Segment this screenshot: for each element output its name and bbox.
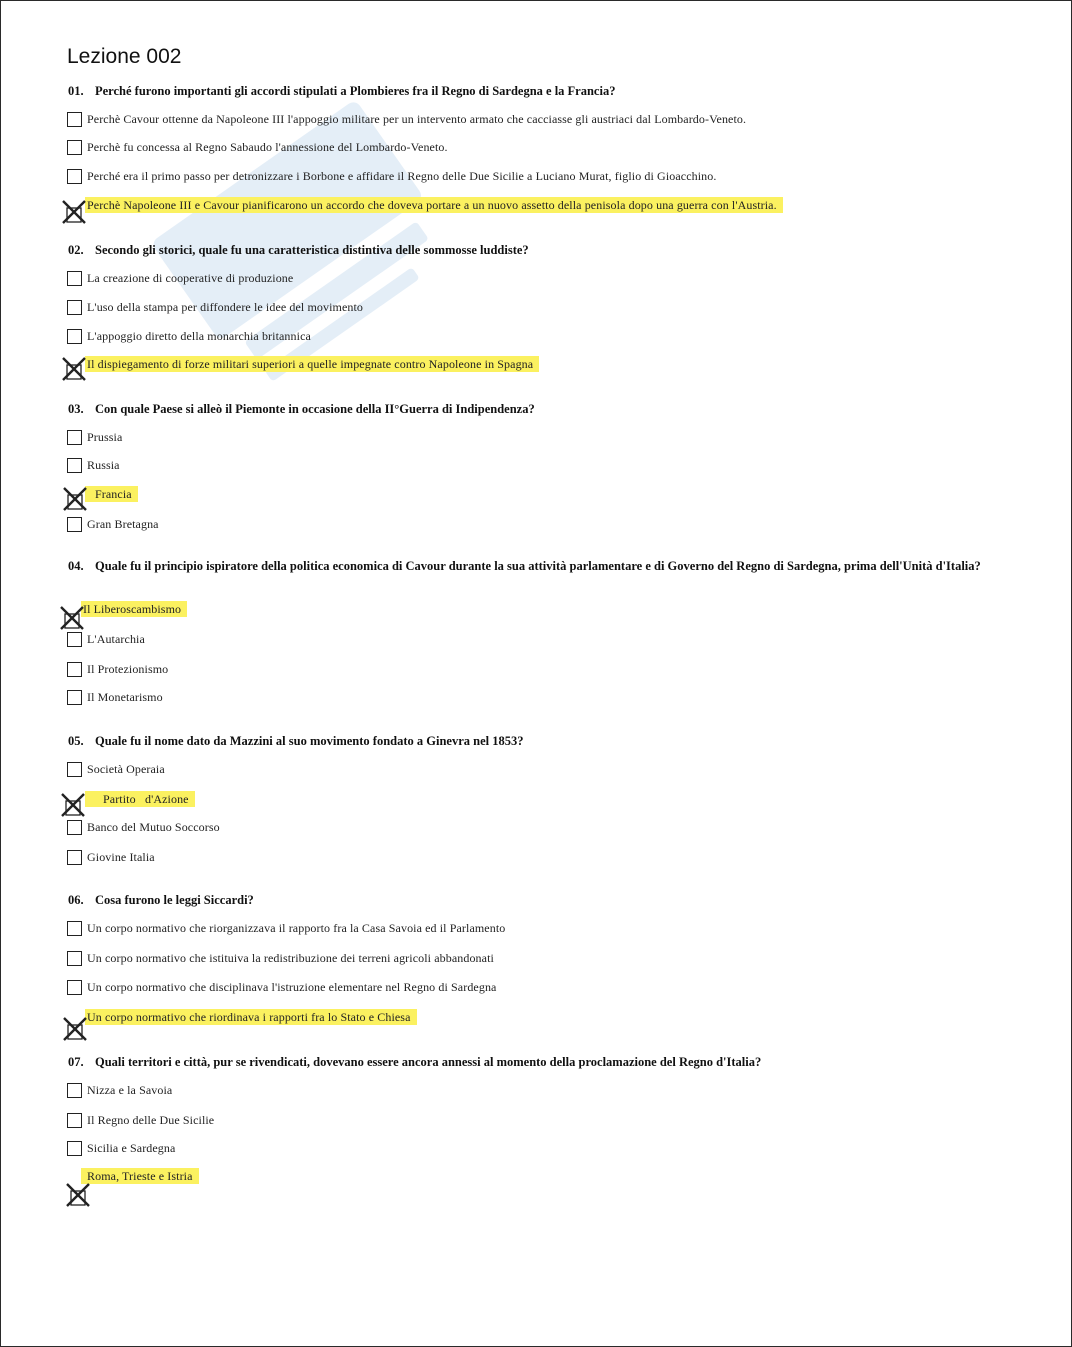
question-3	[68, 401, 1001, 417]
question-text: Quale fu il nome dato da Mazzini al suo movimento fondato a Ginevra nel 1853?	[95, 734, 524, 748]
answer-text: Un corpo normativo che istituiva la redistribuzione dei terreni agricoli abbandonati	[87, 951, 494, 965]
correct-answer-x-mark	[59, 605, 85, 631]
answer-option[interactable]	[67, 849, 155, 865]
question-number: 04.	[68, 559, 84, 573]
answer-checkbox[interactable]	[67, 980, 82, 995]
answer-option[interactable]	[67, 631, 145, 647]
answer-text-highlighted: Partito d'Azione	[85, 791, 195, 807]
answer-text: Gran Bretagna	[87, 517, 159, 531]
answer-checkbox[interactable]	[67, 430, 82, 445]
answer-checkbox[interactable]	[67, 112, 82, 127]
answer-option[interactable]	[67, 661, 168, 677]
answer-checkbox[interactable]	[67, 1083, 82, 1098]
question-text: Quali territori e città, pur se rivendicati, dovevano essere ancora annessi al momento della proclamazione del Regno d'Italia?	[95, 1055, 762, 1069]
question-7	[68, 1054, 1001, 1070]
answer-text: Prussia	[87, 430, 123, 444]
correct-answer-x-mark	[62, 1016, 88, 1042]
answer-option[interactable]	[67, 819, 220, 835]
answer-option-correct[interactable]	[85, 356, 539, 372]
answer-option[interactable]	[67, 457, 120, 473]
answer-text: La creazione di cooperative di produzione	[87, 271, 294, 285]
answer-checkbox[interactable]	[67, 1113, 82, 1128]
answer-option[interactable]	[67, 761, 165, 777]
answer-option-correct[interactable]	[85, 486, 138, 502]
answer-text-highlighted: Roma, Trieste e Istria	[81, 1168, 199, 1184]
answer-option[interactable]	[67, 139, 448, 155]
answer-text: Società Operaia	[87, 762, 165, 776]
answer-checkbox[interactable]	[67, 921, 82, 936]
answer-option[interactable]	[67, 270, 293, 286]
answer-option-correct[interactable]	[85, 197, 783, 213]
answer-text: Russia	[87, 458, 120, 472]
question-text: Con quale Paese si alleò il Piemonte in occasione della II°Guerra di Indipendenza?	[95, 402, 535, 416]
question-number: 07.	[68, 1055, 84, 1069]
answer-checkbox[interactable]	[67, 300, 82, 315]
question-number: 02.	[68, 243, 84, 257]
answer-option[interactable]	[67, 328, 311, 344]
question-text: Secondo gli storici, quale fu una caratteristica distintiva delle sommosse luddiste?	[95, 243, 529, 257]
answer-text: Nizza e la Savoia	[87, 1083, 173, 1097]
answer-text-highlighted: Perchè Napoleone III e Cavour pianificarono un accordo che doveva portare a un nuovo assetto della penisola dopo una guerra con l'Austria.	[85, 197, 783, 213]
answer-text-highlighted: Il Liberoscambismo	[81, 601, 187, 617]
correct-answer-x-mark	[60, 792, 86, 818]
question-text: Perché furono importanti gli accordi stipulati a Plombieres fra il Regno di Sardegna e la Francia?	[95, 84, 616, 98]
answer-checkbox[interactable]	[67, 850, 82, 865]
answer-text-highlighted: Francia	[85, 486, 138, 502]
answer-text: Perchè fu concessa al Regno Sabaudo l'annessione del Lombardo-Veneto.	[87, 140, 448, 154]
answer-text: Sicilia e Sardegna	[87, 1141, 176, 1155]
answer-option[interactable]	[67, 111, 746, 127]
answer-checkbox[interactable]	[67, 690, 82, 705]
answer-checkbox[interactable]	[67, 458, 82, 473]
answer-option[interactable]	[67, 429, 122, 445]
answer-option[interactable]	[67, 168, 716, 184]
page-title: Lezione 002	[67, 45, 182, 68]
answer-checkbox[interactable]	[67, 1141, 82, 1156]
question-number: 05.	[68, 734, 84, 748]
answer-option[interactable]	[67, 1112, 214, 1128]
question-4	[68, 558, 1001, 574]
correct-answer-x-mark	[62, 486, 88, 512]
answer-text: Il Protezionismo	[87, 662, 169, 676]
answer-checkbox[interactable]	[67, 271, 82, 286]
answer-checkbox[interactable]	[67, 951, 82, 966]
answer-checkbox[interactable]	[67, 762, 82, 777]
answer-text: Banco del Mutuo Soccorso	[87, 820, 220, 834]
question-text: Cosa furono le leggi Siccardi?	[95, 893, 254, 907]
answer-checkbox[interactable]	[67, 140, 82, 155]
answer-text: L'Autarchia	[87, 632, 145, 646]
answer-text: Giovine Italia	[87, 850, 155, 864]
question-text: Quale fu il principio ispiratore della politica economica di Cavour durante la sua attività parlamentare e di Governo del Regno di Sardegna, prima dell'Unità d'Italia?	[95, 559, 981, 573]
answer-option[interactable]	[67, 689, 163, 705]
answer-checkbox[interactable]	[67, 169, 82, 184]
question-number: 03.	[68, 402, 84, 416]
answer-text: Perchè Cavour ottenne da Napoleone III l'appoggio militare per un intervento armato che cacciasse gli austriaci dal Lombardo-Veneto.	[87, 112, 747, 126]
answer-text-highlighted: Un corpo normativo che riordinava i rapporti fra lo Stato e Chiesa	[85, 1009, 417, 1025]
answer-option-correct[interactable]	[85, 1009, 417, 1025]
answer-option[interactable]	[67, 1082, 172, 1098]
answer-option-correct[interactable]	[81, 601, 187, 617]
answer-text: Un corpo normativo che disciplinava l'istruzione elementare nel Regno di Sardegna	[87, 980, 497, 994]
answer-text: L'appoggio diretto della monarchia britannica	[87, 329, 311, 343]
answer-checkbox[interactable]	[67, 632, 82, 647]
answer-checkbox[interactable]	[67, 662, 82, 677]
question-6	[68, 892, 1001, 908]
question-number: 06.	[68, 893, 84, 907]
answer-text: Un corpo normativo che riorganizzava il rapporto fra la Casa Savoia ed il Parlamento	[87, 921, 506, 935]
answer-option-correct[interactable]	[81, 1168, 199, 1184]
question-2	[68, 242, 1001, 258]
answer-text: Il Monetarismo	[87, 690, 163, 704]
answer-option-correct[interactable]	[85, 791, 195, 807]
correct-answer-x-mark	[61, 199, 87, 225]
answer-checkbox[interactable]	[67, 820, 82, 835]
answer-text: Perché era il primo passo per detronizzare i Borbone e affidare il Regno delle Due Sicilie a Luciano Murat, figlio di Gioacchino.	[87, 169, 717, 183]
answer-checkbox[interactable]	[67, 517, 82, 532]
answer-option[interactable]	[67, 516, 159, 532]
correct-answer-x-mark	[61, 356, 87, 382]
answer-option[interactable]	[67, 920, 505, 936]
answer-option[interactable]	[67, 979, 496, 995]
answer-text-highlighted: Il dispiegamento di forze militari superiori a quelle impegnate contro Napoleone in Spagna	[85, 356, 539, 372]
answer-option[interactable]	[67, 950, 494, 966]
answer-option[interactable]	[67, 1140, 175, 1156]
answer-text: L'uso della stampa per diffondere le idee del movimento	[87, 300, 364, 314]
question-1	[68, 83, 1001, 99]
question-5	[68, 733, 1001, 749]
answer-option[interactable]	[67, 299, 363, 315]
answer-text: Il Regno delle Due Sicilie	[87, 1113, 215, 1127]
correct-answer-x-mark	[65, 1182, 91, 1208]
question-number: 01.	[68, 84, 84, 98]
answer-checkbox[interactable]	[67, 329, 82, 344]
